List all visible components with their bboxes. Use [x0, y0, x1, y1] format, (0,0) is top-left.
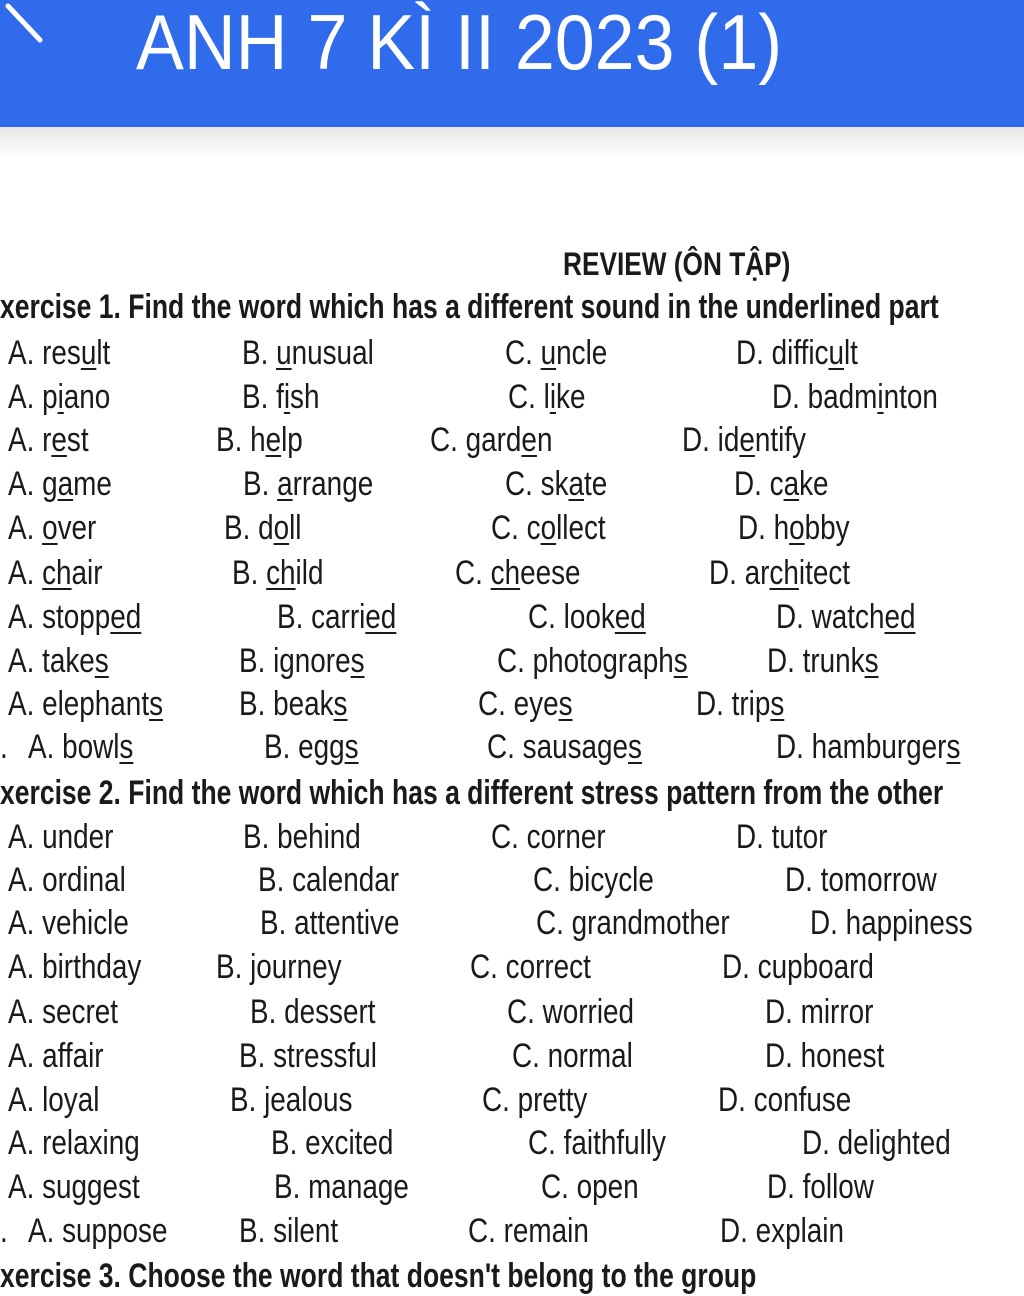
underlined-part: s — [149, 685, 164, 723]
exercise2-option: D. confuse — [718, 1081, 852, 1119]
underlined-part: s — [946, 728, 961, 766]
exercise2-option: D. tomorrow — [785, 861, 937, 899]
underlined-part: e — [521, 421, 537, 459]
exercise1-option: D. trunks — [767, 642, 879, 680]
underlined-part: ch — [266, 554, 296, 592]
underlined-part: u — [276, 334, 292, 372]
exercise2-option: C. corner — [491, 818, 606, 856]
exercise1-option: D. difficult — [736, 334, 858, 372]
exercise2-option: C. grandmother — [536, 904, 730, 942]
underlined-part: s — [344, 728, 359, 766]
exercise1-option: C. uncle — [505, 334, 608, 372]
exercise2-option: B. jealous — [230, 1081, 353, 1119]
underlined-part: ed — [614, 598, 646, 636]
exercise2-option: A. under — [8, 818, 114, 856]
exercise1-option: A. bowls — [28, 728, 134, 766]
exercise2-option: D. mirror — [765, 993, 874, 1031]
exercise1-option: B. unusual — [242, 334, 374, 372]
exercise1-option: C. collect — [491, 509, 606, 547]
exercise2-option: B. attentive — [260, 904, 400, 942]
underlined-part: ch — [490, 554, 521, 592]
exercise2-option: B. manage — [274, 1168, 409, 1206]
underlined-part: o — [789, 509, 805, 547]
exercise2-option: A. suggest — [8, 1168, 140, 1206]
exercise2-option: C. correct — [470, 948, 591, 986]
underlined-part: o — [42, 509, 58, 547]
exercise1-option: A. game — [8, 465, 112, 503]
exercise1-option: C. cheese — [455, 554, 581, 592]
exercise1-option: B. doll — [224, 509, 302, 547]
exercise1-option: C. photographs — [497, 642, 688, 680]
exercise2-option: A. birthday — [8, 948, 142, 986]
underlined-part: s — [864, 642, 879, 680]
underlined-part: s — [350, 642, 365, 680]
exercise2-option: B. dessert — [250, 993, 376, 1031]
exercise2-option: C. bicycle — [533, 861, 654, 899]
exercise2-option: D. follow — [767, 1168, 874, 1206]
exercise2-option: D. honest — [765, 1037, 885, 1075]
exercise2-option: A. vehicle — [8, 904, 129, 942]
underlined-part: o — [540, 509, 557, 547]
exercise1-option: B. arrange — [243, 465, 374, 503]
exercise1-option: A. result — [8, 334, 111, 372]
underlined-part: u — [540, 334, 557, 372]
exercise2-option: A. ordinal — [8, 861, 126, 899]
exercise1-option: A. over — [8, 509, 97, 547]
underlined-part: i — [283, 378, 291, 416]
underlined-part: s — [94, 642, 109, 680]
exercise2-option: C. normal — [512, 1037, 633, 1075]
exercise2-option: C. remain — [468, 1212, 589, 1250]
exercise1-option: B. child — [232, 554, 324, 592]
exercise1-option: C. looked — [528, 598, 646, 636]
underlined-part: e — [265, 421, 282, 459]
exercise2-option: A. relaxing — [8, 1124, 140, 1162]
review-heading: REVIEW (ÔN TẬP) — [563, 246, 791, 282]
question-number: . — [0, 728, 8, 766]
exercise1-option: C. like — [508, 378, 586, 416]
underlined-part: ch — [42, 554, 72, 592]
exercise2-option: B. calendar — [258, 861, 400, 899]
exercise2-option: D. explain — [720, 1212, 844, 1250]
exercise1-option: D. trips — [696, 685, 785, 723]
app-header — [0, 0, 1024, 127]
underlined-part: i — [549, 378, 557, 416]
exercise2-option: D. tutor — [736, 818, 828, 856]
exercise2-option: D. delighted — [802, 1124, 951, 1162]
exercise1-option: D. architect — [709, 554, 851, 592]
exercise1-option: D. cake — [734, 465, 829, 503]
underlined-part: s — [673, 642, 688, 680]
exercise1-option: B. fish — [242, 378, 320, 416]
exercise1-option: A. piano — [8, 378, 111, 416]
underlined-part: s — [628, 728, 642, 766]
exercise1-option: B. eggs — [264, 728, 359, 766]
exercise2-option: C. pretty — [482, 1081, 588, 1119]
exercise1-option: D. hobby — [738, 509, 850, 547]
exercise2-title: xercise 2. Find the word which has a different stress pattern from the other — [0, 774, 944, 812]
exercise2-option: B. silent — [239, 1212, 339, 1250]
exercise2-option: D. happiness — [810, 904, 973, 942]
exercise3-title: xercise 3. Choose the word that doesn't belong to the group — [0, 1257, 757, 1295]
underlined-part: u — [828, 334, 844, 372]
exercise1-option: D. badminton — [772, 378, 938, 416]
underlined-part: e — [51, 421, 67, 459]
exercise1-option: D. watched — [776, 598, 916, 636]
exercise1-option: B. ignores — [239, 642, 365, 680]
exercise2-option: B. excited — [271, 1124, 394, 1162]
exercise1-option: C. garden — [430, 421, 553, 459]
exercise1-option: A. rest — [8, 421, 89, 459]
underlined-part: i — [57, 378, 64, 416]
underlined-part: s — [558, 685, 573, 723]
underlined-part: i — [877, 378, 884, 416]
exercise2-option: B. behind — [243, 818, 361, 856]
exercise2-option: A. affair — [8, 1037, 104, 1075]
exercise2-option: A. suppose — [28, 1212, 168, 1250]
exercise1-option: B. carried — [277, 598, 397, 636]
underlined-part: a — [783, 465, 800, 503]
underlined-part: s — [333, 685, 348, 723]
underlined-part: ed — [365, 598, 397, 636]
underlined-part: a — [57, 465, 74, 503]
header-shadow — [0, 127, 1024, 157]
underlined-part: s — [119, 728, 134, 766]
exercise2-option: A. loyal — [8, 1081, 100, 1119]
exercise2-option: A. secret — [8, 993, 119, 1031]
exercise2-option: C. faithfully — [528, 1124, 666, 1162]
exercise1-option: D. identify — [682, 421, 806, 459]
exercise1-option: B. help — [216, 421, 303, 459]
underlined-part: o — [273, 509, 290, 547]
exercise1-option: A. elephants — [8, 685, 164, 723]
exercise2-option: C. open — [541, 1168, 639, 1206]
exercise2-option: D. cupboard — [722, 948, 874, 986]
exercise1-title: xercise 1. Find the word which has a different sound in the underlined part — [0, 288, 939, 326]
underlined-part: ch — [769, 554, 799, 592]
exercise1-option: D. hamburgers — [776, 728, 961, 766]
exercise1-option: B. beaks — [239, 685, 348, 723]
underlined-part: a — [277, 465, 293, 503]
exercise2-option: B. stressful — [239, 1037, 377, 1075]
exercise1-option: C. skate — [505, 465, 608, 503]
exercise2-option: C. worried — [507, 993, 635, 1031]
exercise1-option: C. sausages — [487, 728, 642, 766]
underlined-part: s — [770, 685, 785, 723]
underlined-part: a — [568, 465, 585, 503]
exercise1-option: A. stopped — [8, 598, 142, 636]
exercise1-option: A. takes — [8, 642, 109, 680]
underlined-part: u — [80, 334, 97, 372]
exercise1-option: C. eyes — [478, 685, 573, 723]
underlined-part: ed — [884, 598, 916, 636]
underlined-part: e — [739, 421, 755, 459]
back-arrow-icon[interactable] — [0, 0, 48, 60]
question-number: . — [0, 1212, 8, 1250]
document-title: ANH 7 KÌ II 2023 (1) — [136, 0, 783, 86]
underlined-part: ed — [110, 598, 142, 636]
exercise1-option: A. chair — [8, 554, 103, 592]
exercise2-option: B. journey — [216, 948, 342, 986]
